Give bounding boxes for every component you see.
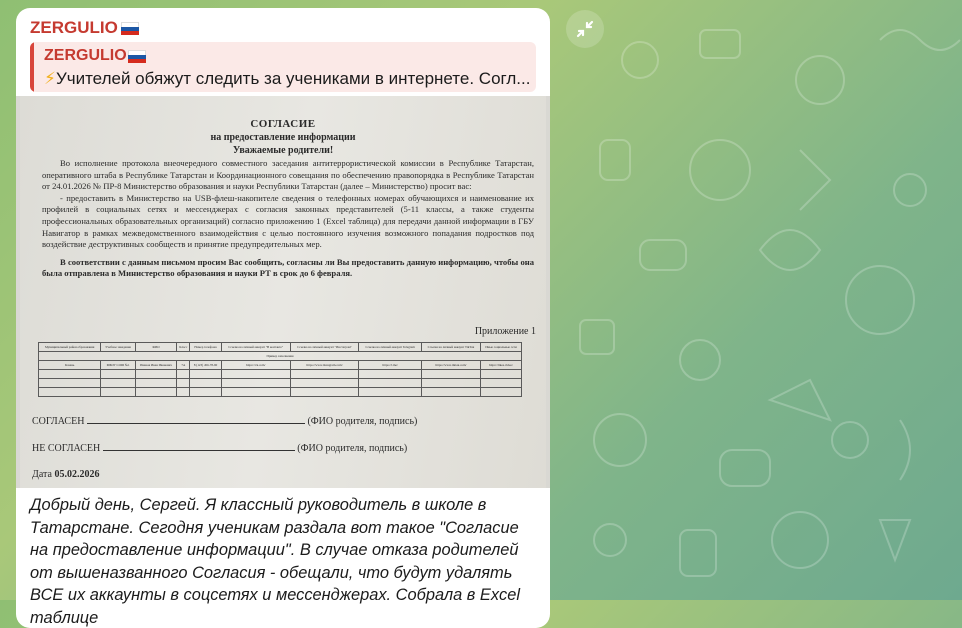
table-cell: Ссылка на личный аккаунт TikTok [421, 343, 480, 352]
table-cell: Учебное заведение [101, 343, 135, 352]
table-cell: МБОУ СОШ №1 [101, 361, 135, 370]
table-row [39, 370, 522, 379]
document-body [42, 158, 534, 280]
message-bubble [16, 8, 550, 628]
table-row [39, 361, 522, 370]
table-cell: Класс [177, 343, 190, 352]
lightning-icon: ⚡ [44, 69, 56, 88]
table-cell: Муниципальный район образования [39, 343, 101, 352]
reply-sender-text: ZERGULIO [44, 47, 127, 64]
russian-flag-icon [121, 22, 139, 34]
table-cell: https://vk.com/ [221, 361, 290, 370]
agree-label: СОГЛАСЕН [32, 416, 85, 427]
disagree-label: НЕ СОГЛАСЕН [32, 443, 101, 454]
date-label: Дата [32, 469, 52, 480]
document-paragraph: Во исполнение протокола внеочередного совместного заседания антитеррористической комиссии в Республике Татарстан, оперативного штаба в Республике Татарстан и Координационного совещания по обеспечению правопорядка в Республике Татарстан от 24.01.2026 № ПР-8 Министерство образования и науки Республики Татарстан (далее – Министерство) просит вас: [42, 158, 534, 192]
table-cell: Ссылка на личный аккаунт "Инстаграм" [290, 343, 359, 352]
table-cell: ФИО [135, 343, 176, 352]
table-row [39, 379, 522, 388]
reply-text-content: Учителей обяжут следить за учениками в интернете. Согл... [55, 69, 531, 88]
sender-name[interactable] [30, 18, 139, 38]
table-cell: https://www.tiktok.com/ [421, 361, 480, 370]
date-value: 05.02.2026 [54, 469, 100, 480]
signature-line [103, 450, 295, 451]
table-cell: Ссылка на личный аккаунт Telegram [359, 343, 421, 352]
document-title: СОГЛАСИЕ [250, 118, 316, 130]
document-bold-paragraph: В соответствии с данным письмом просим Вас сообщить, согласны ли Вы предоставить данную информацию, чтобы она была отправлена в Министерство образования и науки РТ в срок до 6 февраля. [42, 256, 534, 279]
signature-hint: (ФИО родителя, подпись) [297, 443, 408, 454]
collapse-button[interactable] [566, 10, 604, 48]
table-cell: Иванов Иван Иванович [135, 361, 176, 370]
appendix-table [38, 342, 522, 397]
sender-name-text: ZERGULIO [30, 18, 118, 37]
table-cell: Номер телефона [190, 343, 221, 352]
table-cell: Иные социальные сети [481, 343, 522, 352]
message-photo[interactable] [16, 96, 550, 488]
table-cell: Казань [39, 361, 101, 370]
agree-line [32, 416, 417, 427]
consent-document [20, 96, 546, 488]
table-cell: https://likee.video/ [481, 361, 522, 370]
russian-flag-icon [128, 50, 146, 62]
message-text: Добрый день, Сергей. Я классный руководитель в школе в Татарстане. Сегодня ученикам раздала вот такое "Согласие на предоставление информации". В случае отказа родителей от вышеназванного Согласия - обещали, что будут удалять ВСЕ их аккаунты в соцсетях и мессенджерах. Собрала в Excel таблице [30, 496, 520, 627]
table-note: Пример заполнения [39, 352, 522, 361]
document-date [32, 469, 99, 480]
table-cell: 7А [177, 361, 190, 370]
table-cell: https://t.me/ [359, 361, 421, 370]
table-row [39, 388, 522, 397]
reply-text [44, 69, 534, 89]
table-cell: Ссылка на личный аккаунт "В контакте" [221, 343, 290, 352]
table-header-row [39, 343, 522, 352]
signature-line [87, 423, 305, 424]
document-greeting: Уважаемые родители! [232, 145, 334, 156]
reply-quote[interactable] [30, 42, 536, 92]
document-subtitle: на предоставление информации [210, 132, 356, 143]
appendix-label: Приложение 1 [474, 326, 536, 337]
document-paragraph: - предоставить в Министерство на USB-флеш-накопителе сведения о телефонных номерах обучающихся и наименование их профилей в социальных сетях и мессенджерах с согласия законных представителей (5-11 классы, а также студенты профессиональных образовательных организаций) согласно приложению 1 (Excel таблица) для передачи данной информации в ГБУ Навигатор в рамках межведомственного взаимодействия с целью постоянного изучения возможного попадания подростков под воздействие деструктивных сообществ и принятие предупредительных мер. [42, 192, 534, 250]
signature-hint: (ФИО родителя, подпись) [307, 416, 418, 427]
reply-sender [44, 47, 146, 65]
collapse-arrows-icon [575, 19, 595, 39]
table-cell: 8 (123) 456-78-90 [190, 361, 221, 370]
table-cell: https://www.instagram.com/ [290, 361, 359, 370]
table-note-row [39, 352, 522, 361]
disagree-line [32, 443, 407, 454]
